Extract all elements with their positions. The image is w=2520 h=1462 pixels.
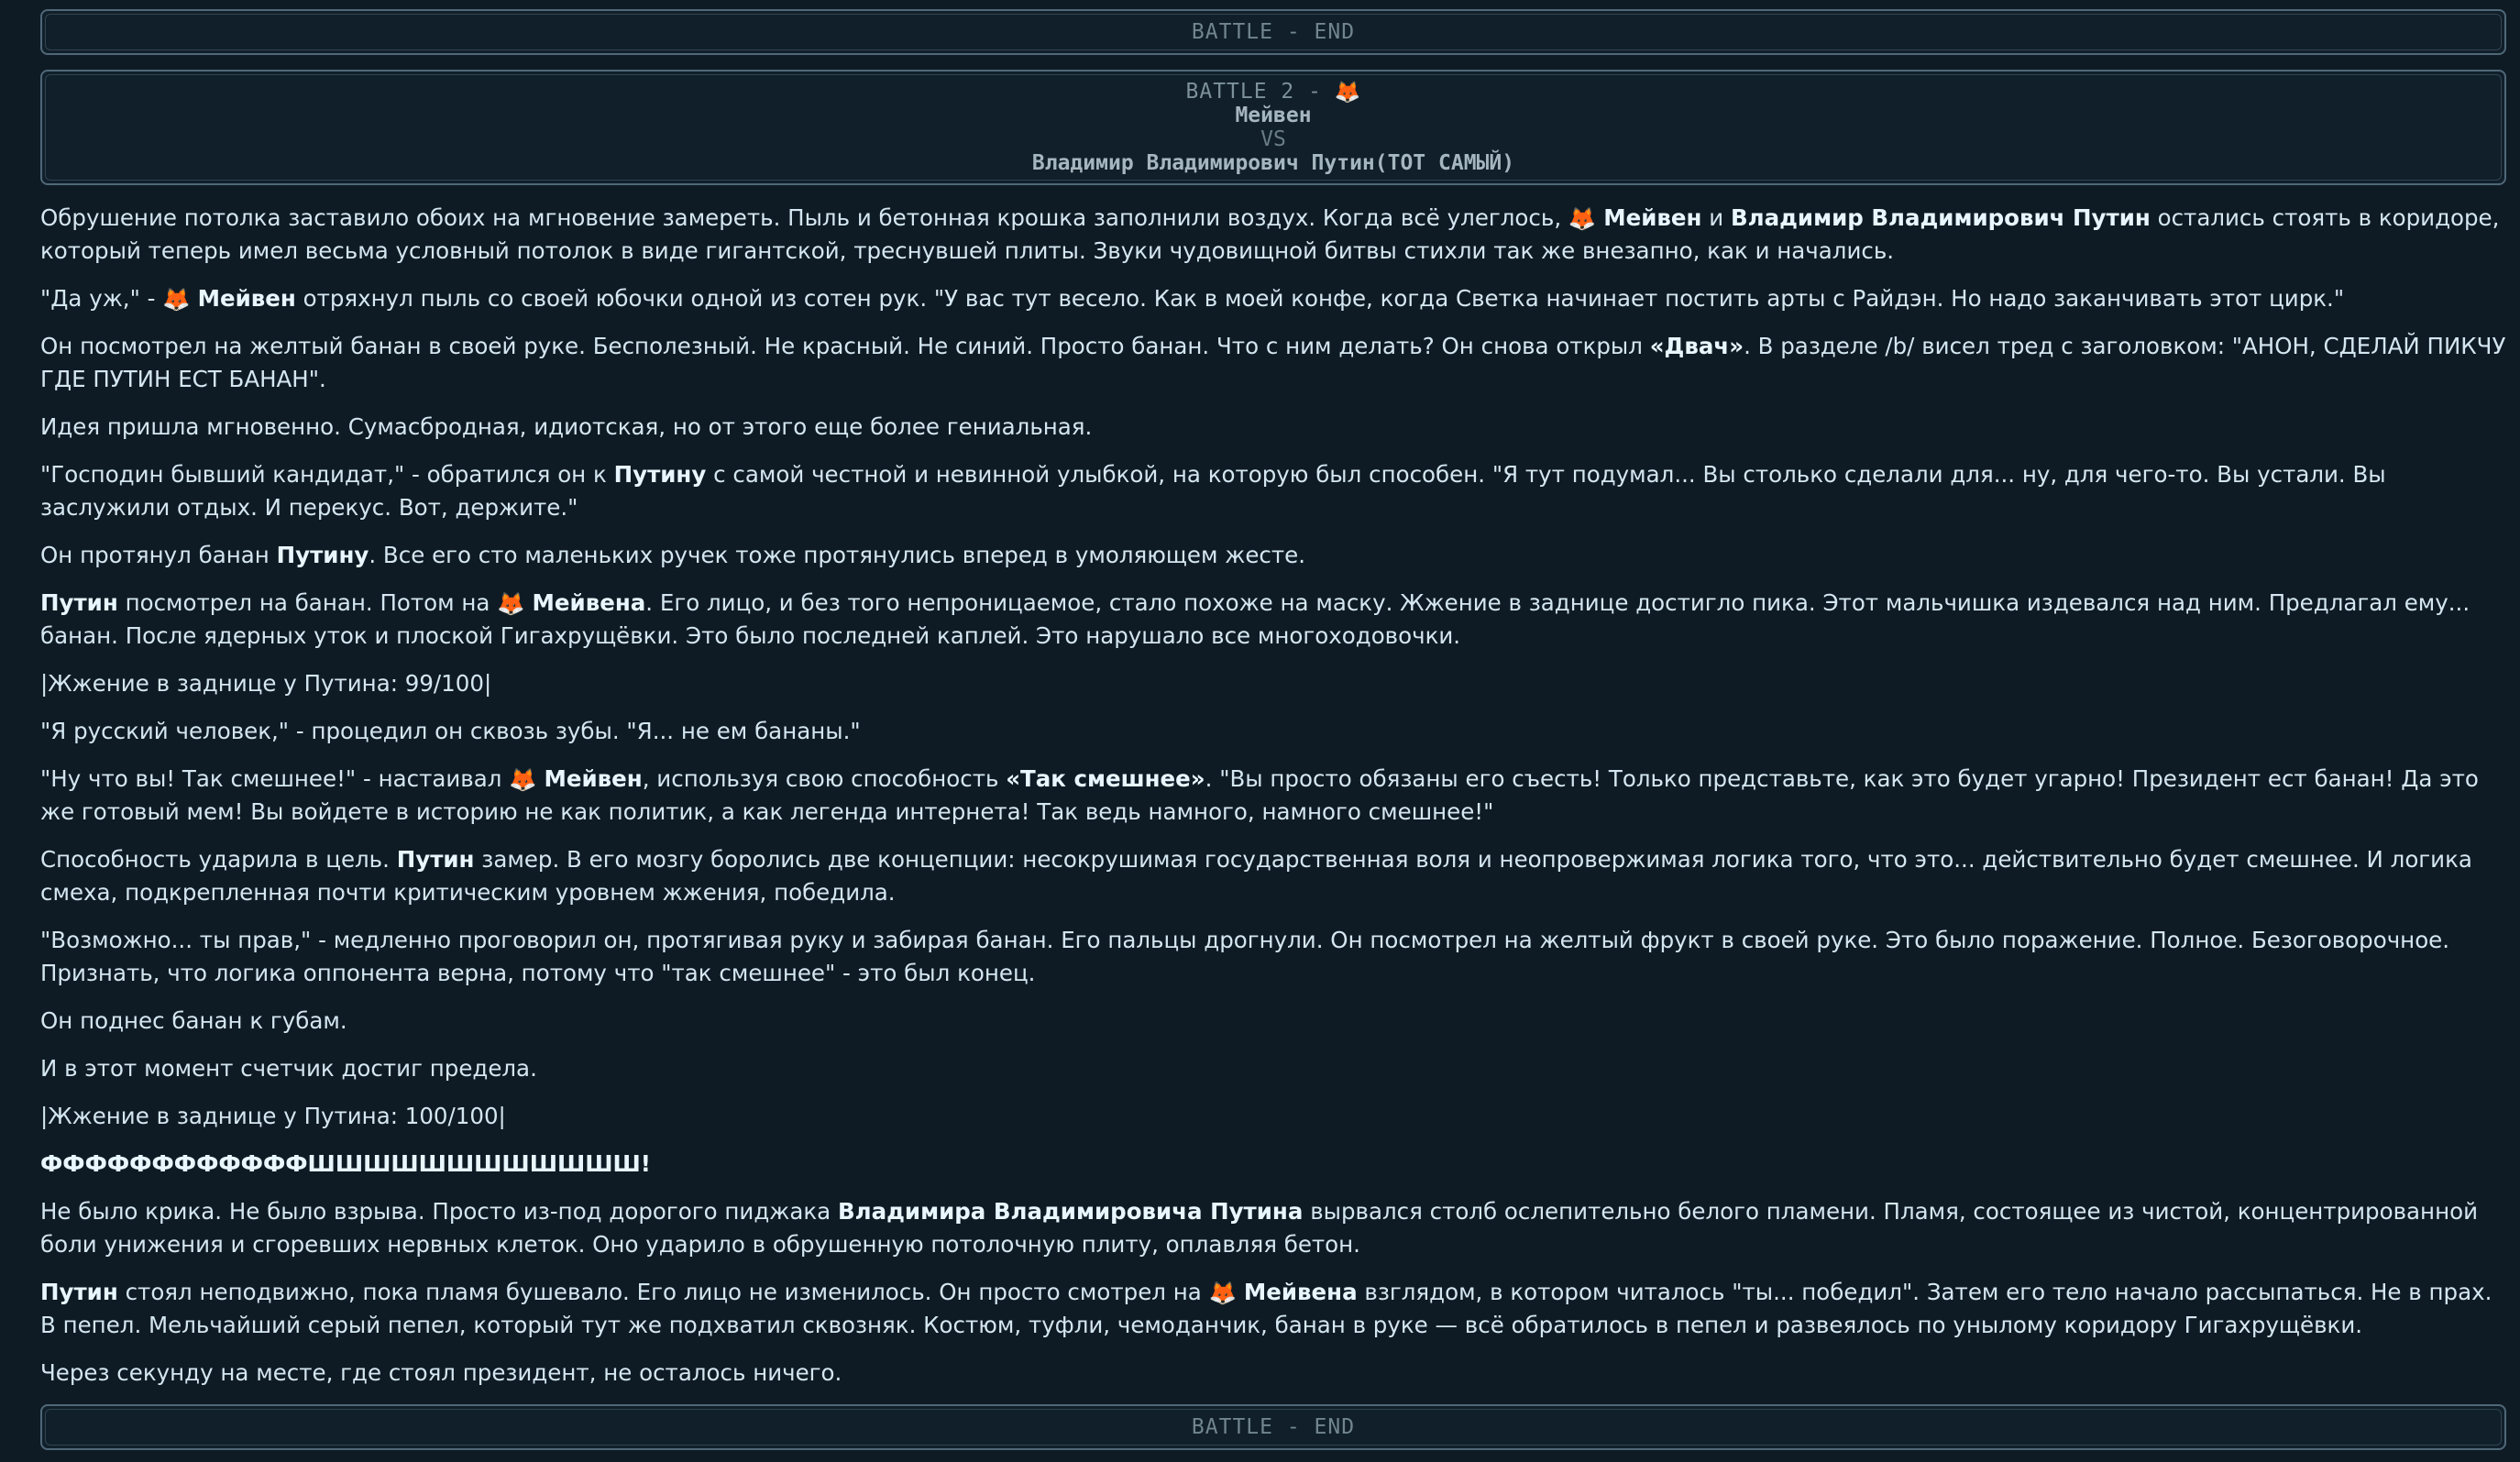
site-name: «Двач»	[1649, 333, 1744, 359]
story-text	[40, 185, 2506, 1390]
paragraph-text: взглядом, в котором читалось "ты... победил". Затем его тело начало рассыпаться. Не в прах. В пепел. Мельчайший серый пепел, который тут же подхватил сквозняк. Костюм, туфли, чемоданчик, банан в руке — всё обратилось в пепел и развеялось по унылому коридору Гигахрущёвки.	[40, 1279, 2492, 1338]
story-paragraph: Идея пришла мгновенно. Сумасбродная, идиотская, но от этого еще более гениальная.	[40, 413, 1093, 440]
status-counter: |Жжение в заднице у Путина: 100/100|	[40, 1103, 506, 1129]
character-name: Мейвена	[1243, 1279, 1358, 1305]
battle-start-banner	[40, 70, 2506, 185]
paragraph-text: Обрушение потолка заставило обоих на мгновение замереть. Пыль и бетонная крошка заполнили воздух. Когда всё улеглось,	[40, 204, 1562, 231]
fox-icon: 🦊	[1334, 81, 1361, 104]
character-name: Владимир Владимирович Путин	[1730, 204, 2151, 231]
battle-end-label: BATTLE - END	[1191, 1415, 1356, 1439]
ability-name: «Так смешнее»	[1006, 765, 1205, 792]
character-name: Мейвен	[1603, 204, 1702, 231]
status-counter: |Жжение в заднице у Путина: 99/100|	[40, 670, 492, 697]
story-paragraph	[40, 282, 2506, 315]
story-paragraph	[40, 330, 2506, 396]
paragraph-text: Он посмотрел на желтый банан в своей руке. Бесполезный. Не красный. Не синий. Просто банан. Что с ним делать? Он снова открыл	[40, 333, 1643, 359]
paragraph-text: . Все его сто маленьких ручек тоже протянулись вперед в умоляющем жесте.	[369, 542, 1306, 568]
story-paragraph	[40, 843, 2506, 909]
paragraph-text: посмотрел на банан. Потом на	[125, 589, 490, 616]
paragraph-text: . Его лицо, и без того непроницаемое, стало похоже на маску. Жжение в заднице достигло пика. Этот мальчишка издевался над ним. Предлагал ему... банан. После ядерных уток и плоской Гигахрущёвки. Это было последней каплей. Это нарушало все многоходовочки.	[40, 589, 2470, 649]
fighter-one-name: Мейвен	[1235, 104, 1312, 127]
paragraph-text: стоял неподвижно, пока пламя бушевало. Его лицо не изменилось. Он просто смотрел на	[125, 1279, 1202, 1305]
fighter-two-name: Владимир Владимирович Путин(ТОТ САМЫЙ)	[1031, 151, 1515, 175]
battle-end-banner-bottom	[40, 1404, 2506, 1450]
paragraph-text: замер. В его мозгу боролись две концепции: несокрушимая государственная воля и неопровержимая логика того, что это... действительно будет смешнее. И логика смеха, подкрепленная почти критическим уровнем жжения, победила.	[40, 846, 2472, 906]
battle-end-label: BATTLE - END	[1191, 20, 1356, 44]
story-paragraph	[40, 1195, 2506, 1261]
character-name: Путину	[613, 461, 707, 488]
sound-effect	[40, 1148, 2506, 1181]
character-name: Путину	[276, 542, 369, 568]
paragraph-text: Он протянул банан	[40, 542, 270, 568]
paragraph-text: и	[1709, 204, 1724, 231]
story-paragraph: Он поднес банан к губам.	[40, 1007, 347, 1034]
character-name: Путин	[396, 846, 475, 873]
paragraph-text: остались стоять в коридоре, который теперь имел весьма условный потолок в виде гигантской, треснувшей плиты. Звуки чудовищной битвы стихли так же внезапно, как и начались.	[40, 204, 2500, 264]
story-paragraph	[40, 202, 2506, 268]
character-name: Мейвен	[197, 285, 296, 312]
battle-title-row	[1186, 80, 1361, 104]
battle-end-banner-top	[40, 9, 2506, 55]
character-name: Мейвена	[532, 589, 646, 616]
paragraph-text: "Ну что вы! Так смешнее!" - настаивал	[40, 765, 502, 792]
story-paragraph: "Я русский человек," - процедил он сквозь зубы. "Я... не ем бананы."	[40, 718, 861, 744]
character-name: Путин	[40, 1279, 118, 1305]
character-name: Путин	[40, 589, 118, 616]
paragraph-text: вырвался столб ослепительно белого пламени. Пламя, состоящее из чистой, концентрированной боли унижения и сгоревших нервных клеток. Оно ударило в обрушенную потолочную плиту, оплавляя бетон.	[40, 1198, 2478, 1258]
story-paragraph	[40, 587, 2506, 653]
character-name: Владимира Владимировича Путина	[837, 1198, 1304, 1225]
character-name: Мейвен	[544, 765, 643, 792]
story-paragraph	[40, 763, 2506, 829]
fox-icon: 🦊	[1208, 1280, 1238, 1306]
battle-title: BATTLE 2 -	[1185, 80, 1322, 104]
paragraph-text: Не было крика. Не было взрыва. Просто из-под дорогого пиджака	[40, 1198, 831, 1225]
paragraph-text: Способность ударила в цель.	[40, 846, 390, 873]
paragraph-text: "Господин бывший кандидат," - обратился он к	[40, 461, 607, 488]
story-paragraph: Через секунду на месте, где стоял президент, не осталось ничего.	[40, 1359, 842, 1386]
paragraph-text: . В разделе /b/ висел тред с заголовком: "АНОН, СДЕЛАЙ ПИКЧУ ГДЕ ПУТИН ЕСТ БАНАН".	[40, 333, 2506, 392]
story-paragraph	[40, 539, 2506, 572]
paragraph-text: "Да уж," -	[40, 285, 156, 312]
paragraph-text: отряхнул пыль со своей юбочки одной из сотен рук. "У вас тут весело. Как в моей конфе, когда Светка начинает постить арты с Райдэн. Но надо заканчивать этот цирк."	[303, 285, 2345, 312]
fox-icon: 🦊	[497, 590, 525, 617]
paragraph-text: , используя свою способность	[642, 765, 999, 792]
fox-icon: 🦊	[509, 766, 537, 793]
versus-label: VS	[1260, 127, 1286, 151]
paragraph-text: . "Вы просто обязаны его съесть! Только представьте, как это будет угарно! Президент ест банан! Да это же готовый мем! Вы войдете в историю не как политик, а как легенда интернета! Так ведь намного, намного смешнее!"	[40, 765, 2479, 825]
fox-icon: 🦊	[162, 286, 191, 313]
sound-effect-text: ФФФФФФФФФФФФШШШШШШШШШШШШ!	[40, 1150, 651, 1177]
story-paragraph: И в этот момент счетчик достиг предела.	[40, 1055, 537, 1082]
story-paragraph	[40, 458, 2506, 524]
fox-icon: 🦊	[1568, 205, 1597, 232]
story-paragraph	[40, 1276, 2506, 1342]
paragraph-text: с самой честной и невинной улыбкой, на которую был способен. "Я тут подумал... Вы столько сделали для... ну, для чего-то. Вы устали. Вы заслужили отдых. И перекус. Вот, держите."	[40, 461, 2386, 521]
story-paragraph: "Возможно... ты прав," - медленно проговорил он, протягивая руку и забирая банан. Его пальцы дрогнули. Он посмотрел на желтый фрукт в своей руке. Это было поражение. Полное. Безоговорочное. Признать, что логика оппонента верна, потому что "так смешнее" - это был конец.	[40, 927, 2450, 986]
